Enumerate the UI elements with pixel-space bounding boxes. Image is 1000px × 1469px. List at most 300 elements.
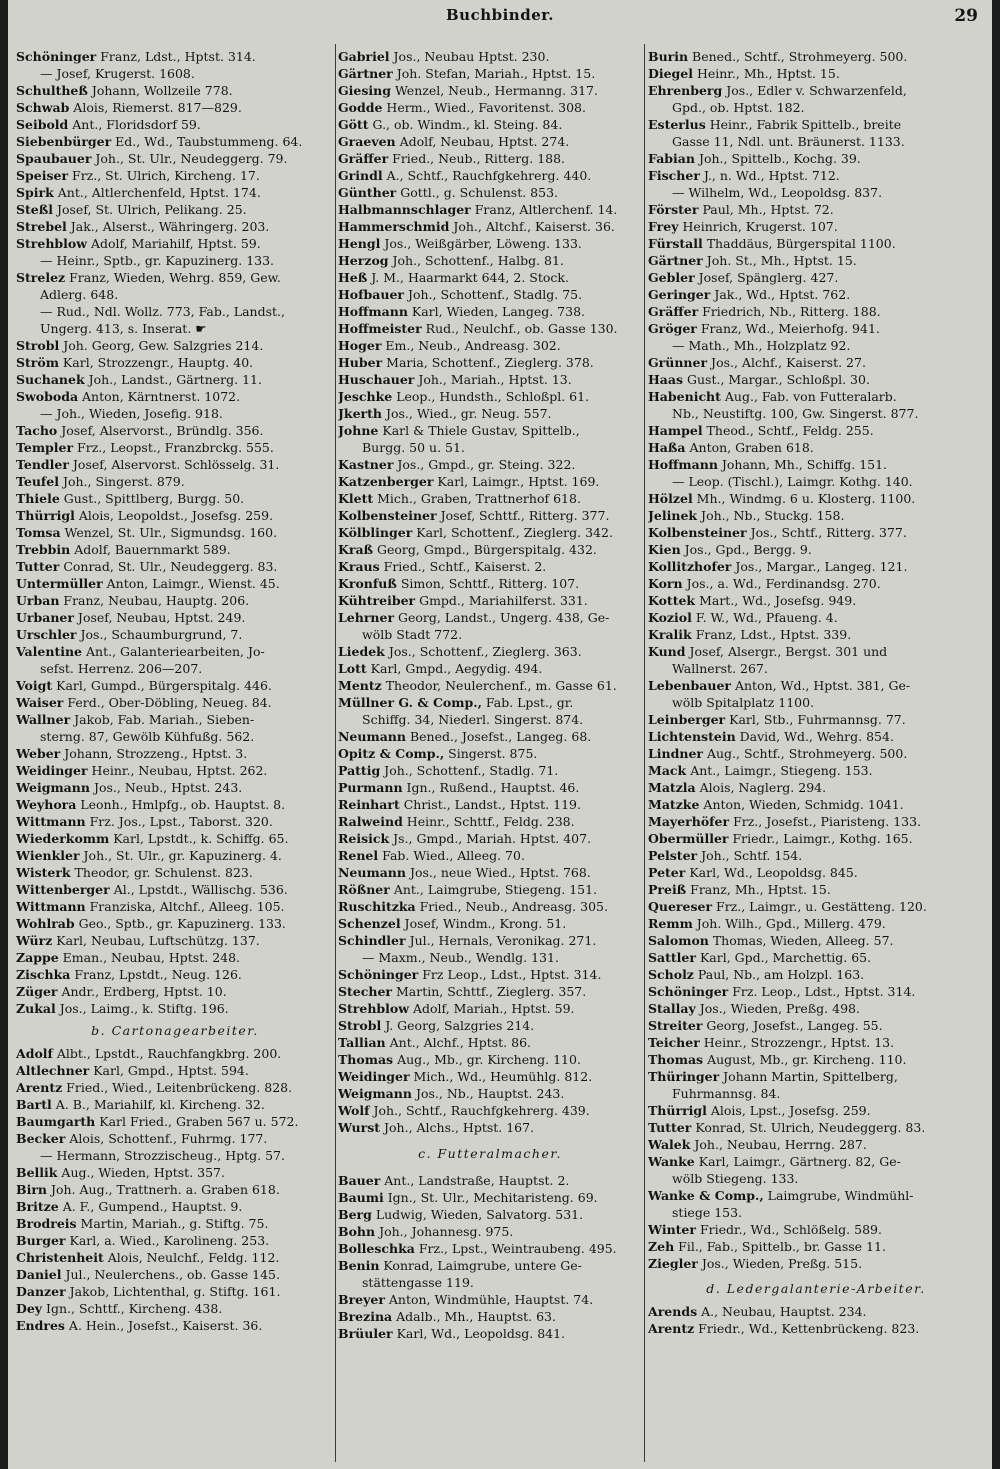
entry-address: Karl, Strozzengr., Hauptg. 40. <box>58 355 254 370</box>
entry-address: Franz, Lpstdt., Neug. 126. <box>70 967 242 982</box>
entry-address: Heinr., Mh., Hptst. 15. <box>692 66 840 81</box>
entry-address: Joh., Altchf., Kaiserst. 36. <box>449 219 615 234</box>
directory-entry <box>648 184 984 201</box>
directory-entry <box>16 303 334 320</box>
entry-address: Konrad, St. Ulrich, Neudeggerg. 83. <box>691 1120 926 1135</box>
entry-name: Hoffmeister <box>338 321 422 336</box>
entry-address: Josef, St. Ulrich, Pelikang. 25. <box>53 202 247 217</box>
directory-entry <box>648 439 984 456</box>
directory-entry <box>16 524 334 541</box>
entry-name: Berg <box>338 1207 372 1222</box>
directory-entry <box>338 133 642 150</box>
directory-entry <box>648 592 984 609</box>
directory-entry <box>338 694 642 711</box>
directory-entry <box>338 439 642 456</box>
directory-entry <box>338 286 642 303</box>
directory-entry <box>16 371 334 388</box>
entry-name: Kastner <box>338 457 394 472</box>
entry-address: Jakob, Fab. Mariah., Sieben- <box>70 712 255 727</box>
entry-name: Bauer <box>338 1173 381 1188</box>
directory-entry <box>648 1320 984 1337</box>
entry-address: Aug., Fab. von Futteralarb. <box>720 389 897 404</box>
directory-entry <box>338 1240 642 1257</box>
entry-address: Friedr., Wd., Schlößelg. 589. <box>695 1222 882 1237</box>
entry-name: Gräffer <box>338 151 389 166</box>
directory-entry <box>16 592 334 609</box>
entry-address: Joh. St., Mh., Hptst. 15. <box>702 253 857 268</box>
entry-address: — Heinr., Sptb., gr. Kapuzinerg. 133. <box>40 253 275 268</box>
entry-address: Franz, Neubau, Hauptg. 206. <box>59 593 250 608</box>
entry-name: Bellik <box>16 1165 58 1180</box>
directory-entry <box>16 694 334 711</box>
entry-address: Jak., Wd., Hptst. 762. <box>710 287 851 302</box>
entry-name: Arentz <box>648 1321 695 1336</box>
entry-address: Gust., Margar., Schloßpl. 30. <box>683 372 870 387</box>
directory-entry <box>16 320 334 337</box>
entry-name: Benin <box>338 1258 380 1273</box>
entry-address: Jos., Schottenf., Zieglerg. 363. <box>384 644 582 659</box>
directory-entry <box>338 1000 642 1017</box>
entry-address: Ant., Laimgrube, Stiegeng. 151. <box>389 882 598 897</box>
entry-address: Karl, a. Wied., Karolineng. 253. <box>65 1233 270 1248</box>
entry-address: Joh., Mariah., Hptst. 13. <box>414 372 572 387</box>
entry-name: Mack <box>648 763 687 778</box>
directory-entry <box>338 779 642 796</box>
entry-address: Adlerg. 648. <box>40 287 119 302</box>
entry-name: Spirk <box>16 185 54 200</box>
entry-name: Siebenbürger <box>16 134 112 149</box>
directory-entry <box>16 269 334 286</box>
entry-address: Simon, Schttf., Ritterg. 107. <box>396 576 580 591</box>
entry-address: J., n. Wd., Hptst. 712. <box>699 168 840 183</box>
directory-entry <box>16 660 334 677</box>
entry-address: Anton, Laimgr., Wienst. 45. <box>102 576 280 591</box>
entry-address: — Maxm., Neub., Wendlg. 131. <box>362 950 559 965</box>
running-head <box>8 4 992 32</box>
entry-address: stiege 153. <box>672 1205 743 1220</box>
directory-entry <box>338 150 642 167</box>
entry-address: Mart., Wd., Josefsg. 949. <box>695 593 857 608</box>
entry-address: stättengasse 119. <box>362 1275 474 1290</box>
entry-address: Fried., Wied., Leitenbrückeng. 828. <box>62 1080 293 1095</box>
entry-address: Theodor, Neulerchenf., m. Gasse 61. <box>381 678 617 693</box>
entry-name: Baumi <box>338 1190 384 1205</box>
entry-name: Wittenberger <box>16 882 110 897</box>
entry-address: G., ob. Windm., kl. Steing. 84. <box>368 117 563 132</box>
entry-address: Joh., Schottenf., Halbg. 81. <box>388 253 564 268</box>
entry-name: Jeschke <box>338 389 393 404</box>
entry-name: Koziol <box>648 610 692 625</box>
entry-name: Renel <box>338 848 379 863</box>
entry-name: Mentz <box>338 678 382 693</box>
directory-entry <box>16 235 334 252</box>
directory-entry <box>16 762 334 779</box>
directory-entry <box>648 1085 984 1102</box>
entry-address: Jos., Wieden, Preßg. 515. <box>697 1256 863 1271</box>
entry-address: Fried., Schtf., Kaiserst. 2. <box>379 559 547 574</box>
entry-name: Halbmannschlager <box>338 202 471 217</box>
directory-entry <box>16 1215 334 1232</box>
entry-name: Brodreis <box>16 1216 77 1231</box>
directory-entry <box>338 847 642 864</box>
entry-name: Christenheit <box>16 1250 104 1265</box>
column-divider <box>335 44 336 1462</box>
entry-address: Josef, Schttf., Ritterg. 377. <box>436 508 610 523</box>
directory-entry <box>16 1232 334 1249</box>
directory-entry <box>648 1051 984 1068</box>
entry-name: Herzog <box>338 253 389 268</box>
directory-entry <box>16 745 334 762</box>
entry-name: Matzke <box>648 797 700 812</box>
entry-name: Lott <box>338 661 367 676</box>
entry-name: Ziegler <box>648 1256 698 1271</box>
entry-address: Gmpd., Mariahilferst. 331. <box>415 593 588 608</box>
entry-name: Schenzel <box>338 916 401 931</box>
directory-entry <box>648 949 984 966</box>
section-heading: c. Futteralmacher. <box>418 1146 562 1161</box>
entry-address: Conrad, St. Ulr., Neudeggerg. 83. <box>59 559 278 574</box>
entry-name: Templer <box>16 440 74 455</box>
entry-name: Danzer <box>16 1284 66 1299</box>
entry-address: wölb Stadt 772. <box>362 627 463 642</box>
directory-entry <box>338 524 642 541</box>
directory-entry <box>16 490 334 507</box>
directory-entry <box>338 745 642 762</box>
entry-address: Fil., Fab., Spittelb., br. Gasse 11. <box>674 1239 886 1254</box>
entry-address: Anton, Graben 618. <box>685 440 814 455</box>
entry-address: — Math., Mh., Holzplatz 92. <box>672 338 851 353</box>
directory-entry <box>338 235 642 252</box>
directory-entry <box>648 1303 984 1320</box>
entry-name: Hoffmann <box>338 304 408 319</box>
entry-name: Ruschitzka <box>338 899 416 914</box>
entry-address: Franz, Ldst., Hptst. 314. <box>96 49 256 64</box>
entry-name: Seibold <box>16 117 69 132</box>
directory-entry <box>16 167 334 184</box>
directory-entry <box>16 65 334 82</box>
entry-name: Matzla <box>648 780 696 795</box>
directory-entry <box>16 405 334 422</box>
entry-name: Endres <box>16 1318 65 1333</box>
entry-name: Gärtner <box>338 66 393 81</box>
directory-entry <box>648 48 984 65</box>
directory-entry <box>648 252 984 269</box>
entry-name: Kund <box>648 644 686 659</box>
directory-page <box>8 0 992 1469</box>
directory-entry <box>648 983 984 1000</box>
entry-address: Karl, Laimgr., Hptst. 169. <box>433 474 600 489</box>
entry-address: Jos., a. Wd., Ferdinandsg. 270. <box>682 576 881 591</box>
entry-name: Strehblow <box>16 236 88 251</box>
directory-entry <box>16 898 334 915</box>
directory-entry <box>16 609 334 626</box>
directory-entry <box>648 1119 984 1136</box>
directory-entry <box>338 728 642 745</box>
directory-entry <box>648 677 984 694</box>
entry-name: Kien <box>648 542 681 557</box>
directory-entry <box>648 847 984 864</box>
entry-address: Heinr., Fabrik Spittelb., breite <box>705 117 902 132</box>
entry-name: Züger <box>16 984 58 999</box>
entry-name: Schultheß <box>16 83 88 98</box>
directory-entry <box>16 1317 334 1334</box>
entry-name: Johne <box>338 423 379 438</box>
entry-name: Huber <box>338 355 383 370</box>
entry-address: Jos., Margar., Langeg. 121. <box>731 559 908 574</box>
directory-entry <box>338 320 642 337</box>
entry-name: Wolf <box>338 1103 370 1118</box>
directory-entry <box>338 48 642 65</box>
column-right <box>648 48 984 1463</box>
directory-entry <box>648 609 984 626</box>
entry-name: Walek <box>648 1137 691 1152</box>
entry-name: Remm <box>648 916 693 931</box>
entry-address: Ant., Laimgr., Stiegeng. 153. <box>686 763 873 778</box>
directory-entry <box>648 898 984 915</box>
entry-address: Friedrich, Nb., Ritterg. 188. <box>698 304 881 319</box>
directory-entry <box>648 65 984 82</box>
section-heading: d. Ledergalanterie-Arbeiter. <box>706 1281 926 1296</box>
entry-name: Urschler <box>16 627 77 642</box>
entry-address: Thomas, Wieden, Alleeg. 57. <box>708 933 894 948</box>
directory-entry <box>648 1153 984 1170</box>
directory-entry <box>338 82 642 99</box>
entry-name: Thomas <box>338 1052 394 1067</box>
entry-address: Anton, Windmühle, Hauptst. 74. <box>384 1292 594 1307</box>
directory-entry <box>648 1136 984 1153</box>
entry-address: Franz, Ldst., Hptst. 339. <box>691 627 852 642</box>
directory-entry <box>338 541 642 558</box>
directory-entry <box>16 1096 334 1113</box>
entry-name: Weber <box>16 746 61 761</box>
entry-address: Mich., Graben, Trattnerhof 618. <box>373 491 581 506</box>
entry-name: Brezina <box>338 1309 393 1324</box>
directory-entry <box>338 575 642 592</box>
entry-address: Ferd., Ober-Döbling, Neueg. 84. <box>63 695 272 710</box>
directory-entry <box>16 507 334 524</box>
entry-address: Alois, Leopoldst., Josefsg. 259. <box>74 508 274 523</box>
entry-name: Salomon <box>648 933 709 948</box>
entry-address: Joh., St. Ulr., gr. Kapuzinerg. 4. <box>79 848 282 863</box>
directory-entry <box>16 1045 334 1062</box>
directory-entry <box>338 592 642 609</box>
entry-name: Mayerhöfer <box>648 814 730 829</box>
entry-name: Scholz <box>648 967 694 982</box>
entry-name: Trebbin <box>16 542 71 557</box>
entry-name: Kronfuß <box>338 576 397 591</box>
directory-entry <box>338 558 642 575</box>
entry-name: Gött <box>338 117 369 132</box>
entry-name: Müllner G. & Comp., <box>338 695 482 710</box>
entry-name: Tutter <box>16 559 60 574</box>
entry-address: Adolf, Mariahilf, Hptst. 59. <box>87 236 261 251</box>
directory-entry <box>16 422 334 439</box>
entry-name: Neumann <box>338 865 406 880</box>
entry-name: Breyer <box>338 1292 385 1307</box>
entry-name: Arentz <box>16 1080 63 1095</box>
directory-entry <box>338 1172 642 1189</box>
entry-address: Jos., Schtf., Ritterg. 377. <box>746 525 907 540</box>
entry-address: Jos., Gmpd., gr. Steing. 322. <box>393 457 576 472</box>
directory-entry <box>338 1034 642 1051</box>
directory-entry <box>16 1198 334 1215</box>
directory-entry <box>16 286 334 303</box>
entry-address: Jul., Hernals, Veronikag. 271. <box>405 933 597 948</box>
directory-entry <box>16 830 334 847</box>
entry-address: Karl, Wieden, Langeg. 738. <box>407 304 586 319</box>
directory-entry <box>648 422 984 439</box>
entry-name: Wohlrab <box>16 916 75 931</box>
entry-address: Ign., Schttf., Kircheng. 438. <box>42 1301 223 1316</box>
entry-name: Bohn <box>338 1224 376 1239</box>
directory-entry <box>648 660 984 677</box>
directory-entry <box>338 813 642 830</box>
directory-entry <box>338 626 642 643</box>
entry-name: Schöninger <box>16 49 97 64</box>
entry-name: Swoboda <box>16 389 79 404</box>
entry-name: Hammerschmid <box>338 219 450 234</box>
entry-name: Liedek <box>338 644 385 659</box>
entry-address: Joh., St. Ulr., Neudeggerg. 79. <box>91 151 288 166</box>
entry-address: Jak., Alserst., Währingerg. 203. <box>66 219 270 234</box>
entry-name: Weyhora <box>16 797 77 812</box>
entry-address: A., Neubau, Hauptst. 234. <box>697 1304 867 1319</box>
directory-entry <box>648 524 984 541</box>
directory-entry <box>648 354 984 371</box>
entry-address: Joh., Alchs., Hptst. 167. <box>380 1120 535 1135</box>
entry-name: Förster <box>648 202 699 217</box>
directory-entry <box>338 422 642 439</box>
entry-name: Schöninger <box>648 984 729 999</box>
entry-name: Weidinger <box>16 763 88 778</box>
directory-entry <box>338 490 642 507</box>
entry-name: Wiederkomm <box>16 831 110 846</box>
directory-entry <box>648 150 984 167</box>
entry-name: Becker <box>16 1131 66 1146</box>
directory-entry <box>338 1051 642 1068</box>
directory-entry <box>16 1062 334 1079</box>
directory-entry <box>648 694 984 711</box>
entry-address: Aug., Wieden, Hptst. 357. <box>57 1165 225 1180</box>
directory-entry <box>338 1102 642 1119</box>
entry-address: Jos., Alchf., Kaiserst. 27. <box>707 355 866 370</box>
directory-entry <box>16 847 334 864</box>
entry-address: Frz., St. Ulrich, Kircheng. 17. <box>68 168 260 183</box>
directory-entry <box>648 371 984 388</box>
directory-entry <box>338 677 642 694</box>
entry-address: Jos., Neub., Hptst. 243. <box>89 780 243 795</box>
directory-entry <box>338 1257 642 1274</box>
directory-entry <box>16 558 334 575</box>
entry-name: Opitz & Comp., <box>338 746 445 761</box>
entry-address: Paul, Mh., Hptst. 72. <box>698 202 834 217</box>
entry-address: Ign., Rußend., Hauptst. 46. <box>402 780 580 795</box>
entry-address: Georg, Gmpd., Bürgerspitalg. 432. <box>373 542 597 557</box>
directory-entry <box>16 1300 334 1317</box>
entry-name: Ralweind <box>338 814 403 829</box>
entry-address: Frz. Jos., Lpst., Taborst. 320. <box>85 814 273 829</box>
entry-name: Diegel <box>648 66 693 81</box>
directory-entry <box>16 150 334 167</box>
entry-name: Teufel <box>16 474 59 489</box>
entry-address: Heinr., Strozzengr., Hptst. 13. <box>699 1035 895 1050</box>
directory-entry <box>338 711 642 728</box>
directory-entry <box>648 1102 984 1119</box>
directory-entry <box>648 626 984 643</box>
directory-entry <box>338 1223 642 1240</box>
column-divider <box>644 44 645 1462</box>
entry-name: Kölblinger <box>338 525 413 540</box>
entry-address: Schiffg. 34, Niederl. Singerst. 874. <box>362 712 584 727</box>
entry-name: Fabian <box>648 151 695 166</box>
directory-entry <box>338 507 642 524</box>
entry-address: Adalb., Mh., Hauptst. 63. <box>392 1309 556 1324</box>
entry-address: Alois, Riemerst. 817—829. <box>69 100 242 115</box>
entry-address: Fab. Lpst., gr. <box>481 695 574 710</box>
directory-entry <box>648 1255 984 1272</box>
entry-address: Jos., Neubau Hptst. 230. <box>389 49 550 64</box>
directory-entry <box>648 745 984 762</box>
entry-address: Joh. Georg, Gew. Salzgries 214. <box>59 338 264 353</box>
entry-name: Birn <box>16 1182 47 1197</box>
directory-entry <box>648 864 984 881</box>
entry-name: Urbaner <box>16 610 74 625</box>
entry-name: Obermüller <box>648 831 729 846</box>
entry-address: Ludwig, Wieden, Salvatorg. 531. <box>371 1207 584 1222</box>
entry-name: Neumann <box>338 729 406 744</box>
entry-address: Josef, Neubau, Hptst. 249. <box>73 610 246 625</box>
entry-address: Karl, Laimgr., Gärtnerg. 82, Ge- <box>694 1154 901 1169</box>
directory-entry <box>16 1249 334 1266</box>
directory-entry <box>338 1308 642 1325</box>
entry-address: Adolf, Bauernmarkt 589. <box>70 542 231 557</box>
entry-address: Karl, Gmpd., Aegydig. 494. <box>366 661 543 676</box>
directory-entry <box>648 1187 984 1204</box>
entry-name: Strobl <box>338 1018 382 1033</box>
entry-name: Wittmann <box>16 814 86 829</box>
entry-address: wölb Stiegeng. 133. <box>672 1171 799 1186</box>
page-number: 29 <box>954 6 978 26</box>
entry-address: Karl, Gmpd., Hptst. 594. <box>89 1063 249 1078</box>
directory-entry <box>648 796 984 813</box>
entry-address: Wenzel, St. Ulr., Sigmundsg. 160. <box>60 525 278 540</box>
entry-address: Josef, Alsergr., Bergst. 301 und <box>685 644 888 659</box>
entry-name: Stecher <box>338 984 392 999</box>
directory-entry <box>648 762 984 779</box>
entry-name: Purmann <box>338 780 403 795</box>
directory-entry <box>648 711 984 728</box>
entry-name: Altlechner <box>16 1063 90 1078</box>
entry-address: Theodor, gr. Schulenst. 823. <box>70 865 253 880</box>
directory-entry <box>16 82 334 99</box>
entry-name: Hoger <box>338 338 382 353</box>
directory-entry <box>648 167 984 184</box>
directory-entry <box>16 677 334 694</box>
entry-name: Wanke <box>648 1154 695 1169</box>
entry-address: Jos., neue Wied., Hptst. 768. <box>405 865 591 880</box>
directory-entry <box>16 1181 334 1198</box>
directory-entry <box>648 269 984 286</box>
entry-name: Wittmann <box>16 899 86 914</box>
entry-address: Franz, Altlerchenf. 14. <box>470 202 618 217</box>
column-middle <box>338 48 642 1463</box>
entry-name: Korn <box>648 576 683 591</box>
directory-entry <box>338 1068 642 1085</box>
entry-name: Heß <box>338 270 368 285</box>
directory-entry <box>648 541 984 558</box>
entry-address: Frz Leop., Ldst., Hptst. 314. <box>418 967 602 982</box>
directory-entry <box>16 473 334 490</box>
